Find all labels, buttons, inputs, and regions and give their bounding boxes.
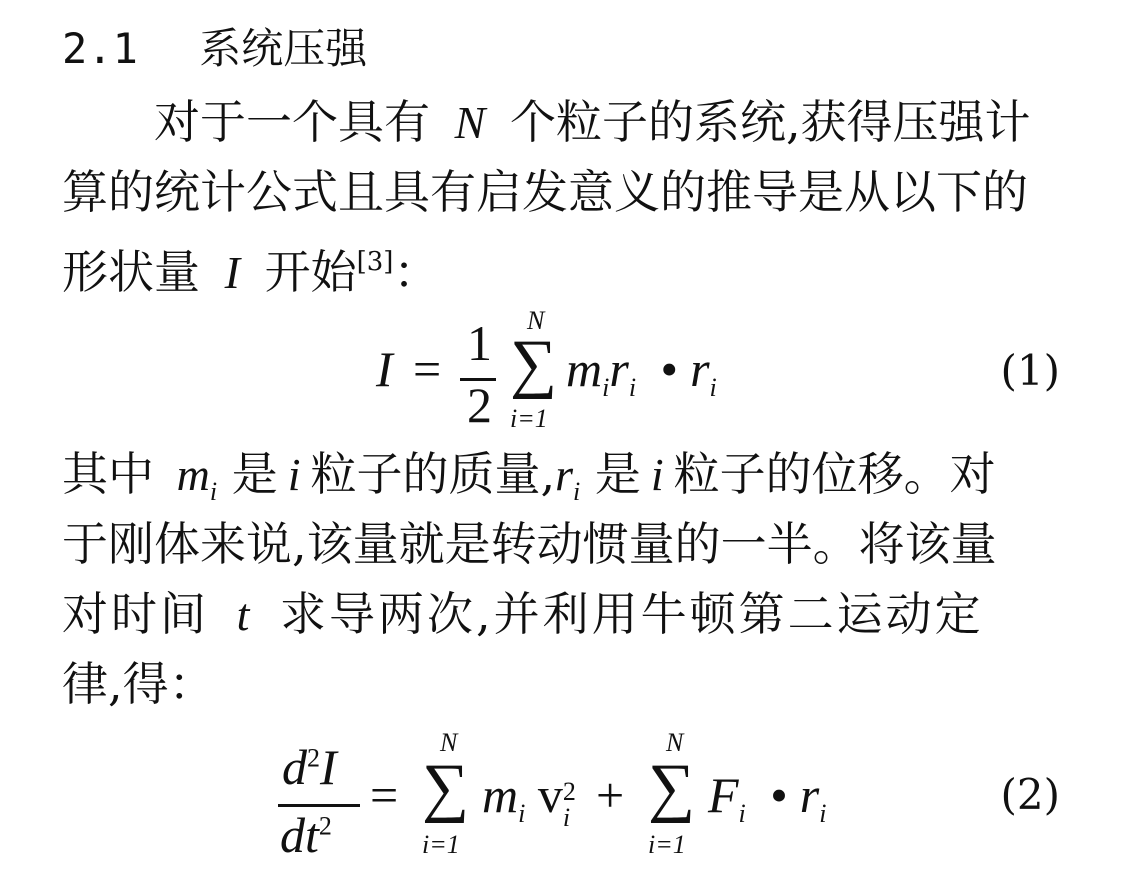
variable-N: N (454, 97, 486, 148)
eq1-lhs: I (376, 341, 393, 397)
paragraph2-line2: 于刚体来说,该量就是转动惯量的一半。将该量 (62, 517, 997, 571)
paragraph2-line4: 律,得： (62, 657, 215, 711)
text: 对时间 (62, 587, 209, 641)
eq2-number: (2) (1000, 770, 1060, 819)
var-r-sub: i (573, 477, 581, 506)
paragraph1-line3 (62, 232, 1077, 303)
eq2-sum1-upper: N (440, 728, 458, 757)
eq2-I: I (320, 739, 337, 795)
text: 对于一个具有 (154, 95, 430, 149)
text: 是 (594, 447, 641, 501)
eq1-frac-den: 2 (467, 377, 492, 433)
eq2-F-sub: i (738, 799, 746, 828)
eq2-v: v (537, 767, 563, 823)
paragraph2-line1 (62, 444, 1077, 522)
eq1-term (566, 340, 717, 403)
text: 开始 (264, 245, 357, 299)
eq2-den-sup: 2 (318, 811, 332, 841)
eq1-sum-symbol: ∑ (510, 327, 558, 400)
var-m: m (176, 449, 210, 500)
text: 是 (231, 447, 278, 501)
eq2-term1 (482, 766, 579, 832)
eq2-F: F (708, 767, 739, 823)
eq1-sum-lower: i=1 (510, 404, 548, 433)
paragraph1-line2: 算的统计公式且具有启发意义的推导是从以下的 (62, 165, 1028, 219)
eq2-numerator (282, 738, 337, 796)
section-title: 系统压强 (199, 24, 368, 73)
var-r: r (555, 449, 574, 500)
var-m-sub: i (209, 477, 218, 506)
eq2-sum1-lower: i=1 (422, 830, 460, 859)
eq2-term2 (708, 766, 827, 829)
eq2-r: r (799, 767, 820, 823)
eq2-m-sub: i (518, 799, 526, 828)
eq2-m: m (482, 767, 519, 823)
text: 其中 (62, 447, 154, 501)
eq1-dot: • (660, 341, 679, 397)
eq2-denominator (280, 806, 332, 864)
text: 粒子的位移。对 (673, 447, 996, 501)
eq1-sum-upper: N (527, 306, 545, 335)
eq1-equals: = (413, 341, 442, 397)
eq2-v-sup: 2 (562, 777, 576, 806)
eq1-r2-sub: i (709, 373, 717, 402)
var-t: t (236, 589, 253, 640)
equation-2 (0, 720, 1142, 880)
text: 个粒子的系统,获得压强计 (509, 95, 1031, 149)
eq2-d: d (282, 739, 307, 795)
paragraph1-line1 (62, 92, 1077, 153)
eq2-sum2-lower: i=1 (648, 830, 686, 859)
eq2-sum2-symbol: ∑ (648, 751, 696, 824)
eq2-equals: = (370, 767, 399, 823)
eq2-dot: • (770, 767, 788, 823)
eq2-r-sub: i (819, 799, 827, 828)
eq2-num-sup: 2 (307, 743, 320, 773)
text: 粒子的质量, (310, 447, 556, 501)
eq2-plus: + (596, 767, 625, 823)
text: 形状量 (62, 245, 200, 299)
eq1-r-sub: i (628, 373, 637, 402)
eq1-number: (1) (1000, 346, 1060, 395)
variable-I: I (224, 247, 240, 298)
citation: [3] (356, 247, 394, 277)
eq1-r2: r (690, 341, 710, 397)
eq1-m: m (566, 341, 603, 397)
paragraph2-line3 (62, 584, 1077, 645)
text: ： (393, 245, 440, 299)
eq1-m-sub: i (602, 373, 610, 402)
section-heading (62, 22, 367, 76)
eq2-dt: dt (280, 807, 319, 863)
equation-1 (0, 300, 1142, 440)
eq1-r: r (609, 341, 629, 397)
section-number: 2.1 (62, 24, 138, 73)
eq2-sum2-upper: N (666, 728, 684, 757)
var-i: i (650, 449, 664, 500)
var-i: i (287, 449, 301, 500)
eq2-v-sub: i (562, 803, 571, 832)
eq2-sum1-symbol: ∑ (422, 751, 470, 824)
text: 求导两次,并利用牛顿第二运动定 (280, 587, 984, 641)
eq1-frac-num: 1 (467, 315, 492, 371)
